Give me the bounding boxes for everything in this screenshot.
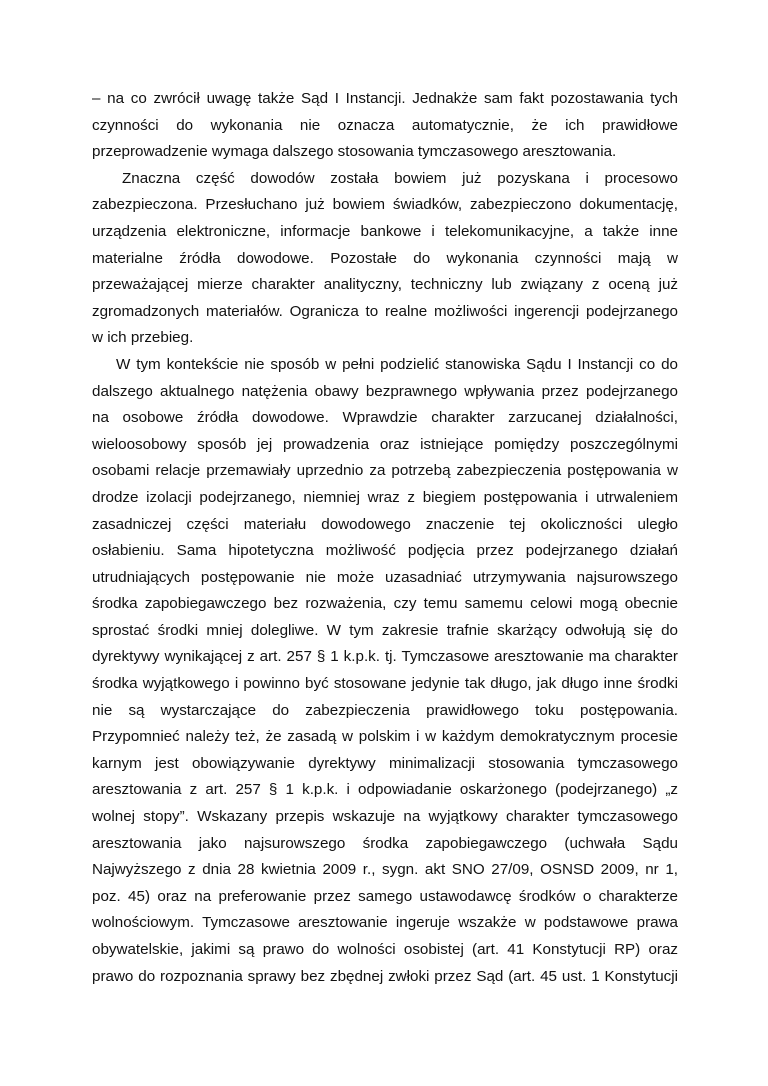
text-line: – na co zwrócił uwagę także Sąd I Instancji. Jednakże sam fakt pozostawania tych (92, 90, 678, 107)
text-line: na osobowe źródła dowodowe. Wprawdzie charakter zarzucanej działalności, (92, 409, 678, 427)
text-line: Przypomnieć należy też, że zasadą w polskim i w każdym demokratycznym procesie (92, 728, 678, 746)
text-line: karnym jest obowiązywanie dyrektywy minimalizacji stosowania tymczasowego (92, 754, 678, 772)
text-line: Najwyższego z dnia 28 kwietnia 2009 r., sygn. akt SNO 27/09, OSNSD 2009, nr 1, (92, 861, 678, 879)
text-line: W tym kontekście nie sposób w pełni podzielić stanowiska Sądu I Instancji co do (116, 355, 678, 373)
text-line: drodze izolacji podejrzanego, niemniej wraz z biegiem postępowania i utrwaleniem (92, 488, 678, 506)
text-line: urządzenia elektroniczne, informacje bankowe i telekomunikacyjne, a także inne (92, 222, 678, 240)
text-line: sprostać środki mniej dolegliwe. W tym zakresie trafnie skarżący odwołują się do (92, 621, 678, 639)
text-line: prawo do rozpoznania sprawy bez zbędnej zwłoki przez Sąd (art. 45 ust. 1 Konstytucji (92, 967, 678, 985)
text-line: utrudniających postępowanie nie może uzasadniać utrzymywania najsurowszego (92, 568, 678, 586)
text-line: zabezpieczona. Przesłuchano już bowiem świadków, zabezpieczono dokumentację, (92, 196, 678, 214)
text-line: obywatelskie, jakimi są prawo do wolności osobistej (art. 41 Konstytucji RP) oraz (92, 941, 678, 958)
text-line: przeważającej mierze charakter analityczny, techniczny lub związany z oceną już (92, 276, 678, 294)
text-line: wolnej stopy”. Wskazany przepis wskazuje na wyjątkowy charakter tymczasowego (92, 808, 678, 826)
text-line: czynności do wykonania nie oznacza automatycznie, że ich prawidłowe (92, 116, 678, 134)
text-line: osobami relacje przemawiały uprzednio za potrzebą zabezpieczenia postępowania w (92, 462, 678, 480)
text-line: środka zapobiegawczego bez rozważenia, czy temu samemu celowi mogą obecnie (92, 595, 678, 613)
text-line: zasadniczej części materiału dowodowego znaczenie tej okoliczności uległo (92, 515, 678, 533)
text-line: osłabieniu. Sama hipotetyczna możliwość podjęcia przez podejrzanego działań (92, 542, 678, 560)
text-line: nie są wystarczające do zabezpieczenia prawidłowego toku postępowania. (92, 701, 678, 719)
text-line: dalszego aktualnego natężenia obawy bezprawnego wpływania przez podejrzanego (92, 382, 678, 400)
document-body (92, 86, 678, 990)
text-line: Znaczna część dowodów została bowiem już pozyskana i procesowo (122, 169, 678, 187)
text-line: środka wyjątkowego i powinno być stosowane jedynie tak długo, jak długo inne środki (92, 675, 678, 693)
text-line: w ich przebieg. (92, 329, 194, 347)
text-line: materialne źródła dowodowe. Pozostałe do wykonania czynności mają w (92, 249, 678, 267)
text-line: przeprowadzenie wymaga dalszego stosowania tymczasowego aresztowania. (92, 143, 617, 161)
text-line: poz. 45) oraz na preferowanie przez samego ustawodawcę środków o charakterze (92, 887, 678, 905)
text-line: zgromadzonych materiałów. Ogranicza to realne możliwości ingerencji podejrzanego (92, 302, 678, 320)
text-line: wolnościowym. Tymczasowe aresztowanie ingeruje wszakże w podstawowe prawa (92, 914, 678, 932)
text-line: dyrektywy wynikającej z art. 257 § 1 k.p.k. tj. Tymczasowe aresztowanie ma charakter (92, 648, 678, 666)
text-line: wieloosobowy sposób jej prowadzenia oraz istniejące pomiędzy poszczególnymi (92, 435, 678, 453)
text-line: aresztowania z art. 257 § 1 k.p.k. i odpowiadanie oskarżonego (podejrzanego) „z (92, 781, 678, 799)
text-line: aresztowania jako najsurowszego środka zapobiegawczego (uchwała Sądu (92, 834, 678, 852)
